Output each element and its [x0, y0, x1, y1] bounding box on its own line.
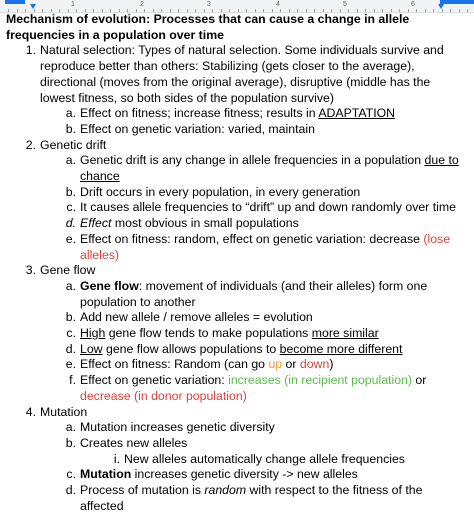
text-run: increases genetic diversity -> new alleles	[131, 467, 358, 482]
text-run: Gene flow	[80, 278, 139, 293]
indent-marker-right[interactable]	[438, 4, 444, 9]
document-body[interactable]	[6, 12, 468, 515]
list-item-level-1	[6, 263, 468, 279]
ruler-number: 5	[343, 1, 347, 8]
document-heading: Mechanism of evolution: Processes that can cause a change in allele frequencies in a population over time	[6, 12, 410, 42]
list-marker: c.	[66, 467, 76, 482]
list-item-level-2	[6, 483, 468, 514]
text-run: random	[204, 483, 247, 498]
text-run: Genetic drift is any change in allele frequencies in a population	[80, 153, 425, 168]
list-item-level-2	[6, 373, 468, 404]
list-marker: 4.	[25, 404, 36, 419]
list-item-level-3	[6, 452, 468, 468]
text-run: High	[80, 326, 106, 341]
text-run: or	[282, 357, 300, 372]
list-marker: b.	[65, 435, 76, 450]
list-item-text: Gene flow	[40, 263, 96, 278]
text-run: ADAPTATION	[318, 106, 396, 121]
list-marker: d.	[65, 341, 76, 356]
list-marker: 2.	[25, 137, 36, 152]
list-marker: d.	[65, 216, 76, 231]
text-run: most obvious in small populations	[111, 216, 299, 231]
list-marker: 1.	[25, 43, 36, 58]
ruler-number: 4	[276, 1, 280, 8]
text-run: Mutation increases genetic diversity	[80, 420, 275, 435]
list-marker: a.	[65, 106, 76, 121]
list-marker: e.	[65, 357, 76, 372]
list-marker: a.	[65, 153, 76, 168]
outline-list	[6, 43, 468, 514]
list-item-level-2	[6, 106, 468, 122]
list-item-level-1	[6, 405, 468, 421]
ruler-number: 3	[207, 1, 211, 8]
text-run: Mutation	[80, 467, 132, 482]
list-item-level-1	[6, 43, 468, 106]
text-run: Low	[80, 341, 103, 356]
list-item-level-2	[6, 342, 468, 358]
list-item-level-2	[6, 357, 468, 373]
text-run: decrease (in donor population)	[80, 388, 247, 403]
list-marker: b.	[65, 184, 76, 199]
text-run: up	[268, 357, 283, 372]
list-marker: a.	[65, 278, 76, 293]
text-run: Effect on fitness: random, effect on genetic variation: decrease	[80, 231, 424, 246]
list-marker: i.	[113, 451, 120, 466]
text-run: Effect on fitness; increase fitness; results in	[80, 106, 319, 121]
text-run: with respect to the fitness of the affected	[80, 483, 423, 513]
ruler-number: 6	[411, 1, 415, 8]
text-run: New alleles automatically change allele frequencies	[124, 451, 405, 466]
list-item-text: Mutation	[40, 404, 88, 419]
list-item-level-2	[6, 467, 468, 483]
text-run: Effect on genetic variation:	[80, 373, 229, 388]
list-marker: e.	[65, 231, 76, 246]
text-run: gene flow allows populations to	[102, 341, 280, 356]
list-marker: d.	[65, 483, 76, 498]
list-item-level-2	[6, 200, 468, 216]
list-marker: 3.	[25, 263, 36, 278]
ruler-number: 2	[140, 1, 144, 8]
text-run: Effect	[80, 216, 112, 231]
text-run: (lose alleles)	[80, 231, 451, 262]
text-run: )	[329, 357, 334, 372]
text-run: Drift occurs in every population, in every generation	[80, 184, 361, 199]
list-marker: c.	[66, 200, 76, 215]
list-item-level-2	[6, 216, 468, 232]
text-run: gene flow tends to make populations	[105, 326, 312, 341]
list-item-level-2	[6, 279, 468, 310]
list-marker: f.	[69, 373, 76, 388]
list-item-level-2	[6, 153, 468, 184]
ruler-left-margin	[5, 0, 25, 4]
list-item-level-2	[6, 436, 468, 452]
text-run: Effect on fitness: Random (can go	[80, 357, 269, 372]
list-item-text: Genetic drift	[40, 137, 107, 152]
list-marker: c.	[66, 326, 76, 341]
list-item-level-2	[6, 232, 468, 263]
text-run: become more different	[279, 341, 403, 356]
list-item-level-1	[6, 138, 468, 154]
text-run: down	[299, 357, 330, 372]
text-run: increases (in recipient population)	[228, 373, 412, 388]
list-marker: a.	[65, 420, 76, 435]
indent-marker-left[interactable]	[30, 4, 36, 9]
text-run: due to chance	[80, 153, 459, 184]
text-run: Creates new alleles	[80, 435, 188, 450]
text-run: : movement of individuals (and their alleles) form one population to another	[80, 278, 428, 309]
text-run: Effect on genetic variation: varied, maintain	[80, 121, 315, 136]
list-item-level-2	[6, 185, 468, 201]
text-run: Process of mutation is	[80, 483, 205, 498]
list-item-text: Natural selection: Types of natural selection. Some individuals survive and reproduce better than others: Stabilizing (gets closer to the average), directional (moves from the original average), disruptive (middle has the lowest fitness, so both sides of the population survive)	[40, 43, 444, 105]
list-item-level-2	[6, 310, 468, 326]
list-marker: b.	[65, 121, 76, 136]
list-item-level-2	[6, 326, 468, 342]
list-item-level-2	[6, 122, 468, 138]
ruler-right-margin	[440, 0, 474, 4]
ruler-number: 1	[71, 1, 75, 8]
text-run: It causes allele frequencies to “drift” up and down randomly over time	[80, 200, 456, 215]
text-run: Add new allele / remove alleles = evolution	[80, 310, 313, 325]
text-run: more similar	[311, 326, 379, 341]
text-run: or	[411, 373, 427, 388]
list-item-level-2	[6, 420, 468, 436]
list-marker: b.	[65, 310, 76, 325]
